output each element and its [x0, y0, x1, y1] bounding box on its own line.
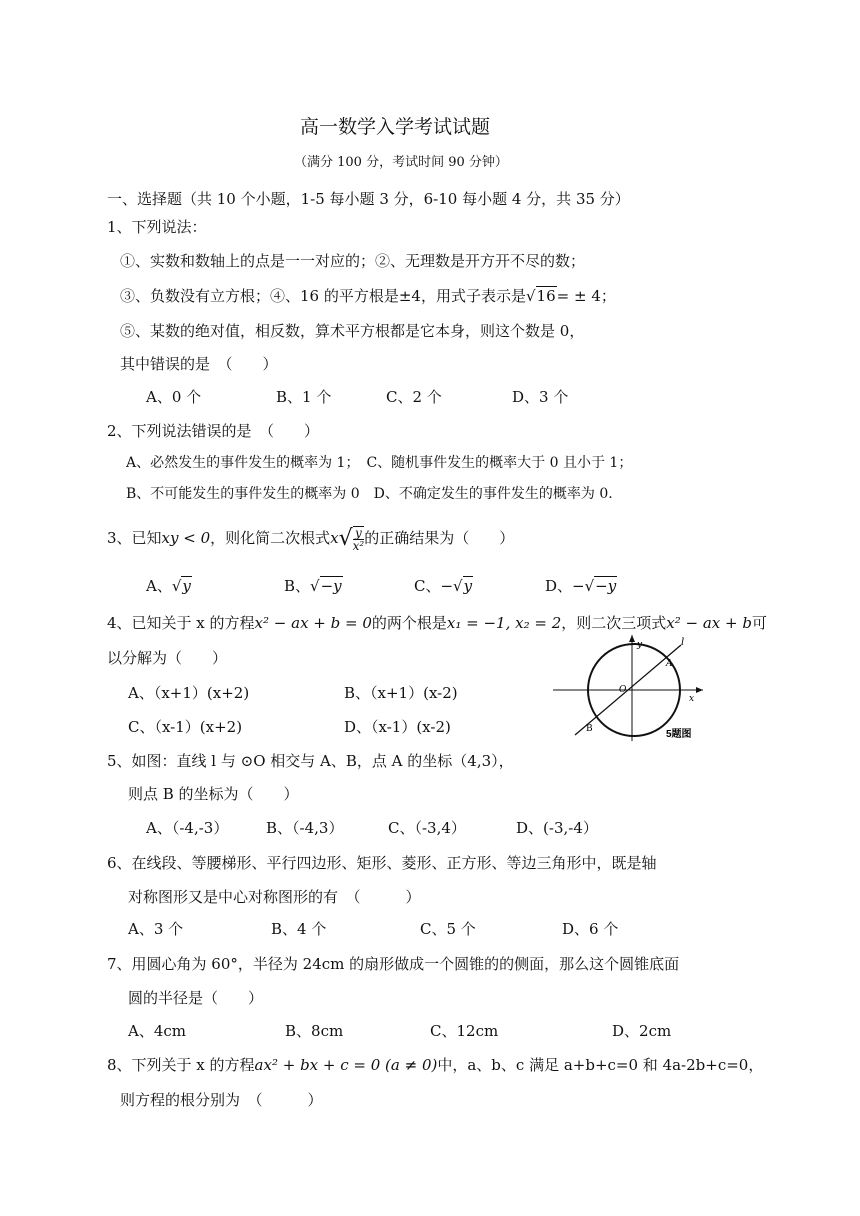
q3-option-c [414, 575, 473, 597]
q8-stem [107, 1054, 763, 1076]
q8-stem-line-2: 则方程的根分别为 （ ） [120, 1091, 323, 1109]
q5-option-c: C、（-3,4） [388, 819, 466, 837]
q4-polynomial: x² − ax + b [666, 614, 752, 632]
q6-option-c: C、5 个 [420, 920, 476, 938]
q3-fraction [353, 526, 365, 552]
q4-mid2: ，则二次三项式 [561, 614, 667, 632]
q4-stem [107, 612, 767, 634]
q7-option-d: D、2cm [612, 1022, 672, 1040]
q4-option-b: B、（x+1）(x-2) [344, 684, 458, 702]
q7-option-a: A、4cm [128, 1022, 187, 1040]
q3-pre: 3、已知 [107, 529, 162, 547]
q7-option-c: C、12cm [430, 1022, 499, 1040]
q1-statement-2-tail: = ± 4； [556, 287, 616, 305]
q3-mid: ，则化简二次根式 [210, 529, 331, 547]
q6-option-d: D、6 个 [562, 920, 619, 938]
sqrt-symbol: √ [171, 577, 182, 595]
q3-x: x [330, 529, 339, 547]
figure-caption: 5题图 [666, 729, 692, 740]
q2-stem: 2、下列说法错误的是 （ ） [107, 422, 320, 440]
q5-figure [553, 633, 713, 743]
label-y: y [637, 640, 643, 650]
x-axis-arrow [696, 687, 703, 693]
q2-options-line-2: B、不可能发生的事件发生的概率为 0 D、不确定发生的事件发生的概率为 0. [126, 486, 613, 502]
q3-option-b-radicand: −y [320, 577, 342, 595]
q1-statement-3: ⑤、某数的绝对值，相反数，算术平方根都是它本身，则这个数是 0， [120, 322, 585, 340]
q1-statement-2-text: ③、负数没有立方根；④、16 的平方根是±4，用式子表示是 [120, 287, 526, 305]
q4-mid: 的两个根是 [371, 614, 447, 632]
q1-option-a: A、0 个 [146, 388, 202, 406]
sqrt-symbol: √ [525, 287, 536, 305]
q8-pre: 8、下列关于 x 的方程 [107, 1056, 255, 1074]
q1-statement-2 [120, 285, 616, 307]
q3-option-d-label: D、− [545, 577, 585, 595]
y-axis-arrow [629, 635, 635, 642]
q6-option-b: B、4 个 [271, 920, 327, 938]
q3-option-d-radicand: −y [595, 577, 617, 595]
q3-option-b [284, 575, 343, 597]
q3-numerator: y [353, 527, 365, 540]
label-a: A [666, 659, 673, 669]
q3-post: 的正确结果为（ ） [364, 529, 515, 547]
q1-statement-1: ①、实数和数轴上的点是一一对应的；②、无理数是开方开不尽的数； [120, 252, 586, 270]
q3-option-d [545, 575, 617, 597]
q1-radicand: 16 [536, 287, 556, 305]
q1-option-d: D、3 个 [512, 388, 569, 406]
q6-stem: 6、在线段、等腰梯形、平行四边形、矩形、菱形、正方形、等边三角形中，既是轴 [107, 854, 657, 872]
q8-equation: ax² + bx + c = 0 (a ≠ 0) [254, 1056, 438, 1074]
page-subtitle: （满分 100 分，考试时间 90 分钟） [294, 155, 508, 170]
q1-question: 其中错误的是 （ ） [120, 355, 278, 373]
sqrt-symbol: √ [310, 577, 320, 595]
q3-option-a [146, 575, 192, 597]
q5-stem-line-2: 则点 B 的坐标为（ ） [128, 785, 299, 803]
page-title: 高一数学入学考试试题 [300, 116, 491, 138]
q3-option-a-radicand: y [182, 577, 191, 595]
q7-stem-line-2: 圆的半径是（ ） [128, 989, 264, 1007]
section-heading: 一、选择题（共 10 个小题，1-5 每小题 3 分，6-10 每小题 4 分，共 35 分） [107, 190, 630, 208]
q3-option-c-radicand: y [463, 577, 473, 595]
q5-stem: 5、如图：直线 l 与 ⊙O 相交与 A、B，点 A 的坐标（4,3）， [107, 752, 514, 770]
q1-option-b: B、1 个 [276, 388, 332, 406]
q4-option-a: A、（x+1）(x+2) [128, 684, 250, 702]
label-l: l [681, 637, 685, 648]
q4-option-c: C、（x-1）(x+2) [128, 718, 243, 736]
q1-option-c: C、2 个 [386, 388, 442, 406]
q3-option-c-label: C、− [414, 577, 454, 595]
q5-option-b: B、（-4,3） [266, 819, 344, 837]
sqrt-symbol: √ [453, 577, 463, 595]
q6-stem-line-2: 对称图形又是中心对称图形的有 （ ） [128, 888, 421, 906]
q4-equation: x² − ax + b = 0 [254, 614, 372, 632]
label-o: O [619, 685, 627, 695]
q5-option-a: A、（-4,-3） [146, 819, 229, 837]
q3-stem [107, 526, 514, 552]
q4-post: 可 [751, 614, 767, 632]
q4-stem-line-2: 以分解为（ ） [107, 649, 228, 667]
q7-option-b: B、8cm [285, 1022, 344, 1040]
sqrt-symbol: √ [584, 577, 595, 595]
q2-options-line-1: A、必然发生的事件发生的概率为 1； C、随机事件发生的概率大于 0 且小于 1； [126, 455, 633, 471]
sqrt-symbol: √ [338, 526, 353, 551]
q7-stem: 7、用圆心角为 60°，半径为 24cm 的扇形做成一个圆锥的的侧面，那么这个圆锥底面 [107, 955, 680, 973]
q4-roots: x₁ = −1, x₂ = 2 [446, 614, 562, 632]
q4-option-d: D、（x-1）(x-2) [344, 718, 451, 736]
q3-condition: xy < 0 [161, 529, 211, 547]
q3-denominator: x² [352, 539, 365, 553]
q5-option-d: D、(-3,-4） [516, 819, 598, 837]
label-x: x [689, 694, 695, 704]
q3-option-a-label: A、 [146, 577, 172, 595]
q4-pre: 4、已知关于 x 的方程 [107, 614, 255, 632]
q1-stem: 1、下列说法： [107, 218, 207, 236]
q8-post: 中，a、b、c 满足 a+b+c=0 和 4a-2b+c=0， [437, 1056, 764, 1074]
q6-option-a: A、3 个 [128, 920, 184, 938]
label-b: B [586, 724, 593, 734]
q3-option-b-label: B、 [284, 577, 311, 595]
